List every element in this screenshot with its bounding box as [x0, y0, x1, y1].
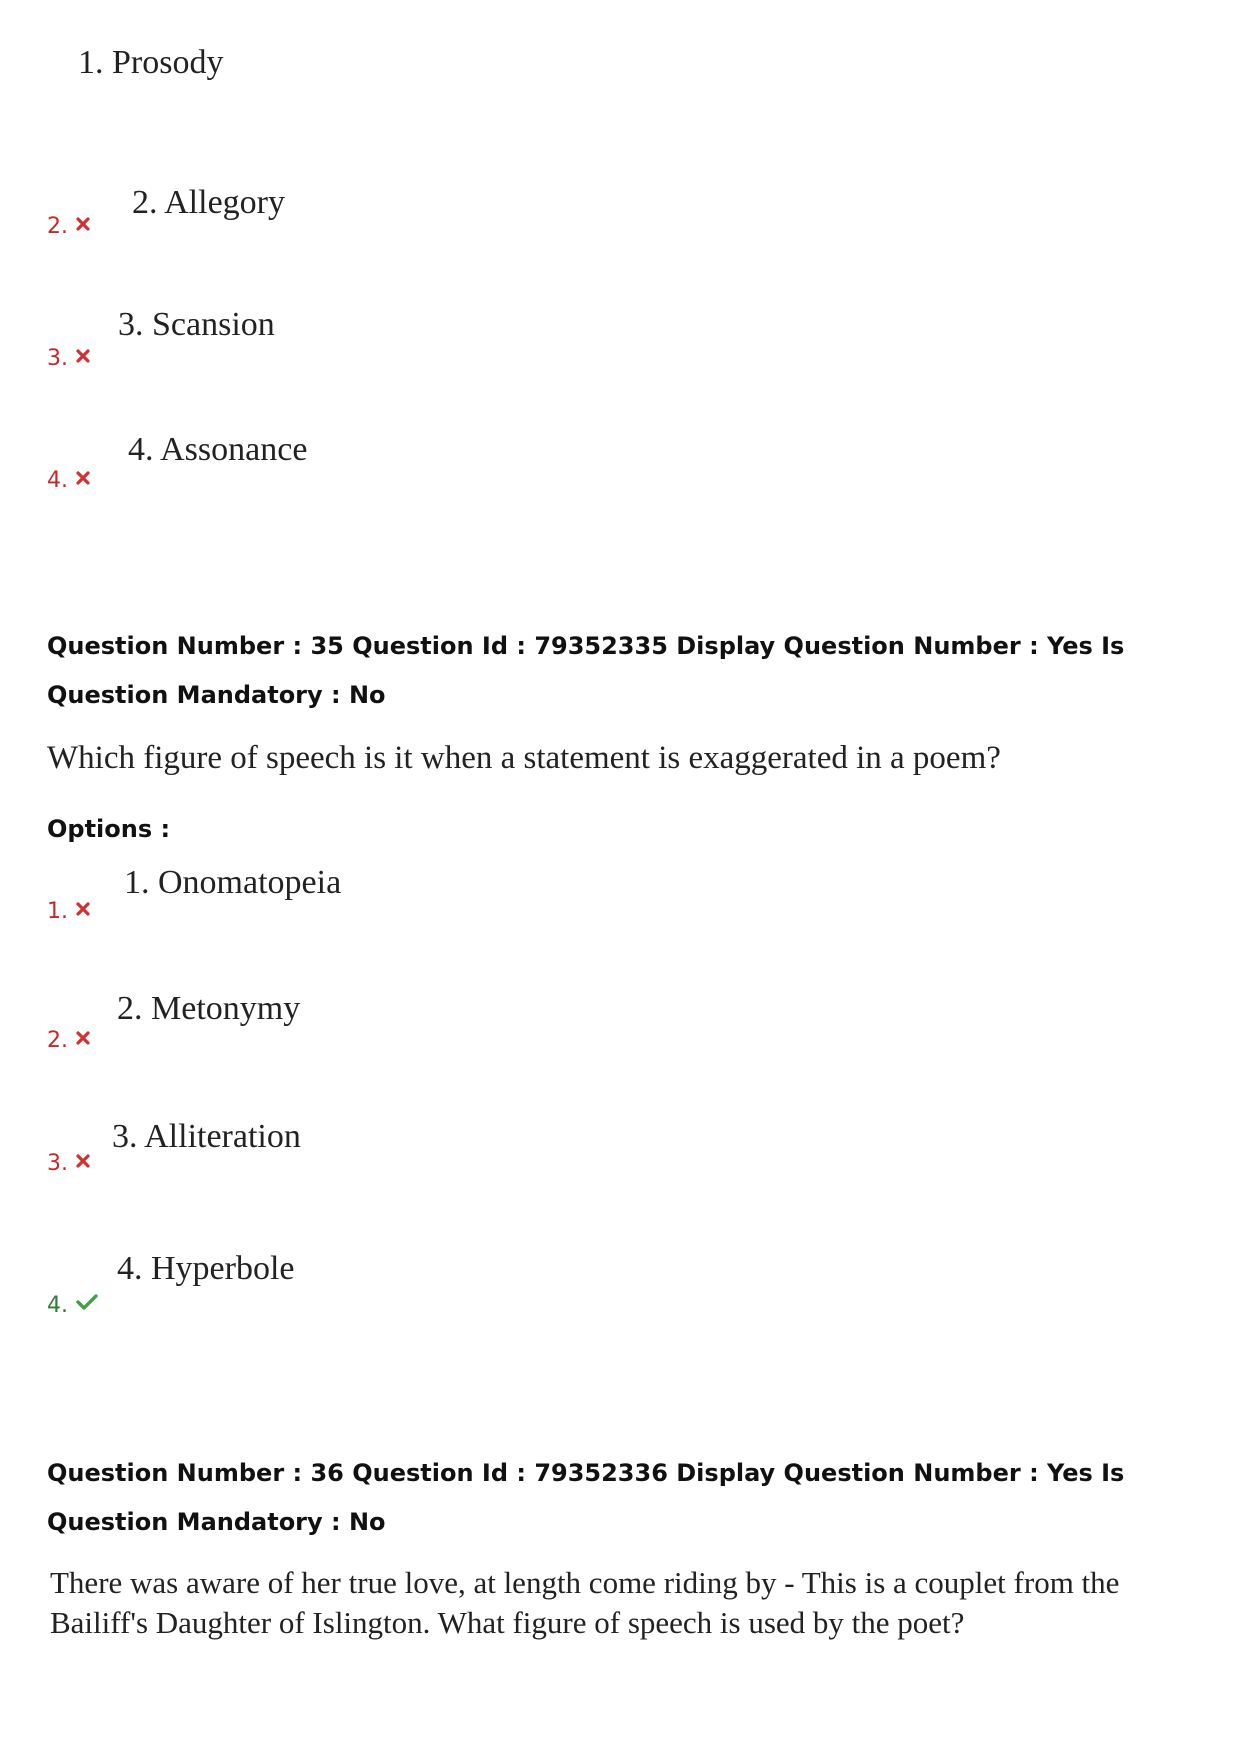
option-marker	[47, 344, 90, 371]
check-icon	[76, 1291, 98, 1316]
cross-icon	[76, 466, 90, 491]
option-text: 4. Assonance	[128, 431, 308, 468]
option-number: 4.	[47, 1293, 68, 1318]
option-marker	[47, 897, 90, 924]
option-text: 3. Scansion	[118, 306, 275, 343]
cross-icon	[76, 212, 90, 237]
option-marker	[47, 1026, 90, 1053]
option-number: 3.	[47, 346, 68, 371]
option-text: 4. Hyperbole	[117, 1250, 295, 1287]
question-header: Question Number : 35 Question Id : 79352335 Display Question Number : Yes Is Question Mandatory : No	[47, 632, 1125, 709]
cross-icon	[76, 344, 90, 369]
option-number: 1.	[47, 899, 68, 924]
question-line: There was aware of her true love, at length come riding by - This is a couplet from the	[50, 1565, 1120, 1600]
option-text: 3. Alliteration	[112, 1118, 301, 1155]
option-marker	[47, 466, 90, 493]
option-number: 4.	[47, 468, 68, 493]
question-header: Question Number : 36 Question Id : 79352336 Display Question Number : Yes Is Question Mandatory : No	[47, 1459, 1125, 1536]
question-text	[50, 1563, 1119, 1643]
option-marker	[47, 1291, 98, 1318]
option-number: 2.	[47, 1028, 68, 1053]
option-number: 2.	[47, 214, 68, 239]
option-marker	[47, 212, 90, 239]
options-label: Options :	[47, 815, 171, 843]
cross-icon	[76, 897, 90, 922]
option-text: 1. Onomatopeia	[124, 864, 342, 901]
option-text: 1. Prosody	[78, 44, 224, 81]
question-line: Bailiff's Daughter of Islington. What figure of speech is used by the poet?	[50, 1605, 965, 1640]
option-text: 2. Metonymy	[117, 990, 301, 1027]
cross-icon	[76, 1026, 90, 1051]
question-text: Which figure of speech is it when a statement is exaggerated in a poem?	[47, 740, 1001, 776]
option-number: 3.	[47, 1151, 68, 1176]
cross-icon	[76, 1149, 90, 1174]
option-marker	[47, 1149, 90, 1176]
option-text: 2. Allegory	[132, 184, 285, 221]
